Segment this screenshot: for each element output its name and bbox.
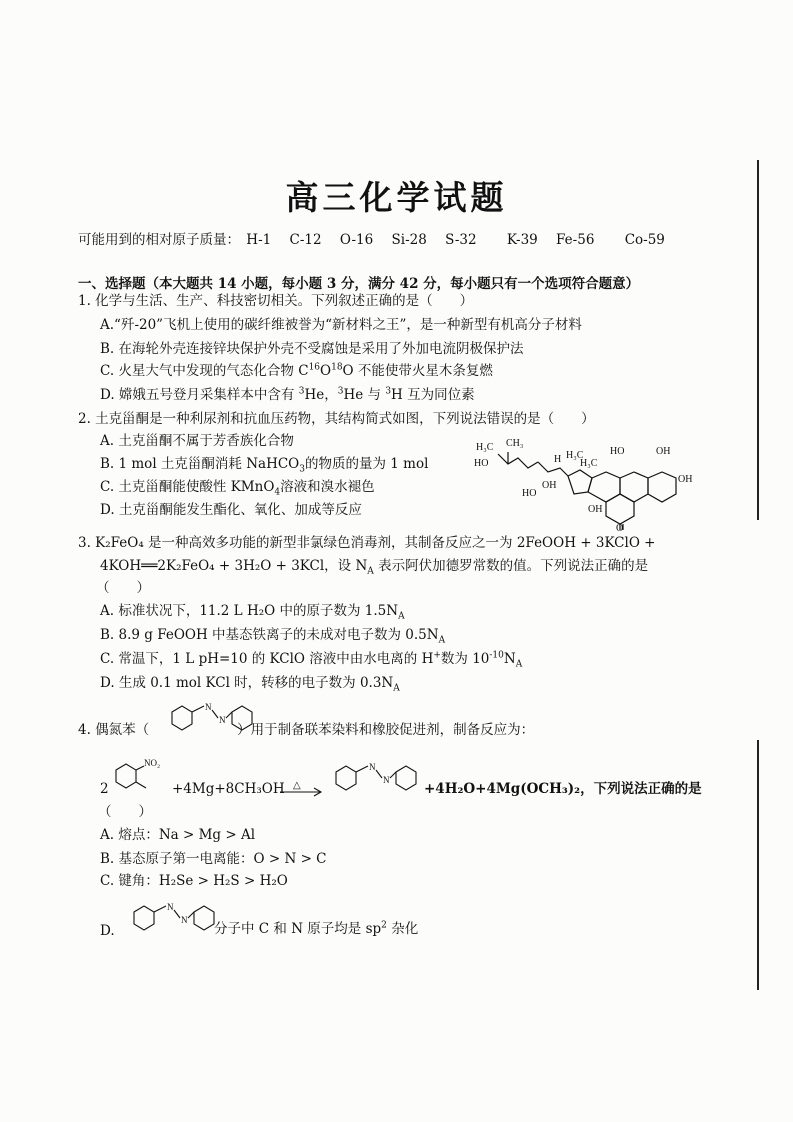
section-heading: 一、选择题（本大题共 14 小题，每小题 3 分，满分 42 分，每小题只有一个选项符合题意） [78,276,640,292]
struct-label: OH [678,474,693,485]
question-3-option-b: B. 8.9 g FeOOH 中基态铁离子的未成对电子数为 $0.5N_A$ [100,627,446,646]
question-2-option-b: B. 1 mol 土克甾酮消耗 NaHCO$_3$的物质的量为 1 mol [100,456,429,475]
struct-label: H₃C [566,450,584,461]
heat-symbol: △ [293,780,301,791]
mass-item: Co-59 [624,232,665,248]
mass-item: C-12 [289,232,322,248]
struct-label: OH [542,480,557,491]
question-4-option-d-label: D. [100,923,115,939]
mass-item: Fe-56 [556,232,595,248]
struct-label: HO [522,488,537,499]
azo-n-label: N [369,762,376,772]
azo-n-label: N [181,915,188,925]
nitrotoluene-structure [106,756,166,800]
azobenzene-product-icon [324,752,424,796]
atomic-masses [78,228,679,248]
nitro-group-label: NO₂ [144,758,161,768]
reaction-products: +4H₂O+4Mg(OCH₃)₂，下列说法正确的是 [424,781,702,797]
struct-label: O [616,523,624,532]
reaction-arrow [278,778,324,798]
question-3-option-a: A. 标准状况下，11.2 L H₂O 中的原子数为 $1.5N_A$ [100,603,405,622]
question-3-line2: 4KOH══2K₂FeO₄ + 3H₂O + 3KCl，设 $N_A$ 表示阿伏加德罗常数的值。下列说法正确的是 [100,558,649,577]
mass-item: Si-28 [391,232,427,248]
struct-label: H [554,454,562,465]
question-3-line1: 3. K₂FeO₄ 是一种高效多功能的新型非氯绿色消毒剂，其制备反应之一为 2FeOOH + 3KClO + [78,535,656,551]
steroid-structure-diagram [470,432,700,532]
question-4-option-c: C. 键角：H₂Se > H₂S > H₂O [100,873,288,889]
question-3-paren: （ ） [96,580,150,596]
struct-label: HO [474,458,489,469]
question-1-option-a: A.“歼-20”飞机上使用的碳纤维被誉为“新材料之王”，是一种新型有机高分子材料 [100,317,582,333]
question-4-stem: 4. 偶氮苯（ ）用于制备联苯染料和橡胶促进剂，制备反应为： [78,722,535,738]
question-4-option-a: A. 熔点：Na > Mg > Al [100,827,256,843]
mass-item: H-1 [246,232,272,248]
azo-n-label: N [219,715,226,725]
azo-n-label: N [167,902,174,912]
question-4-paren: （ ） [98,804,152,820]
question-2-option-a: A. 土克甾酮不属于芳香族化合物 [100,433,294,449]
azo-n-label: N [383,775,390,785]
question-1-option-c: C. 火星大气中发现的气态化合物 $C^{16}O^{18}O$ 不能使带火星木条复燃 [100,362,493,379]
question-1-stem: 1. 化学与生活、生产、科技密切相关。下列叙述正确的是（ ） [78,293,474,309]
mass-item: K-39 [506,232,538,248]
question-1-option-d: D. 嫦娥五号登月采集样本中含有 $^3$He，$^3$He 与 $^3$H 互为同位素 [100,386,475,403]
struct-label: HO [610,446,625,457]
mass-item: S-32 [445,232,477,248]
struct-label: CH₃ [506,438,524,449]
question-3-option-c: C. 常温下，1 L pH=10 的 KClO 溶液中由水电离的 H+数为 $10^{-10}N_A$ [100,650,523,670]
question-2-stem: 2. 土克甾酮是一种利尿剂和抗血压药物，其结构简式如图，下列说法错误的是（ ） [78,411,595,427]
struct-label: OH [588,504,603,515]
question-3-option-d: D. 生成 0.1 mol KCl 时，转移的电子数为 $0.3N_A$ [100,675,400,694]
struct-label: H₃C [580,458,598,469]
azo-n-label: N [205,702,212,712]
reaction-coefficient: 2 [100,781,109,797]
question-4-option-b: B. 基态原子第一电离能：O > N > C [100,851,327,867]
atomic-masses-label: 可能用到的相对原子质量： [78,232,240,248]
struct-label: OH [656,446,671,457]
page-title: 高三化学试题 [285,178,508,217]
question-2-option-d: D. 土克甾酮能发生酯化、氧化、加成等反应 [100,502,362,518]
reaction-reagents: +4Mg+8CH₃OH [172,781,285,797]
struct-label: H₃C [476,442,494,453]
question-1-option-b: B. 在海轮外壳连接锌块保护外壳不受腐蚀是采用了外加电流阴极保护法 [100,341,524,357]
azobenzene-option-d-icon [124,894,220,936]
page-edge-line-lower [757,740,759,990]
question-2-option-c: C. 土克甾酮能使酸性 KMnO$_4$溶液和溴水褪色 [100,479,375,498]
question-4-option-d-text: 分子中 C 和 N 原子均是 $sp^2$ 杂化 [214,920,419,937]
mass-item: O-16 [339,232,374,248]
azobenzene-icon [160,696,260,740]
